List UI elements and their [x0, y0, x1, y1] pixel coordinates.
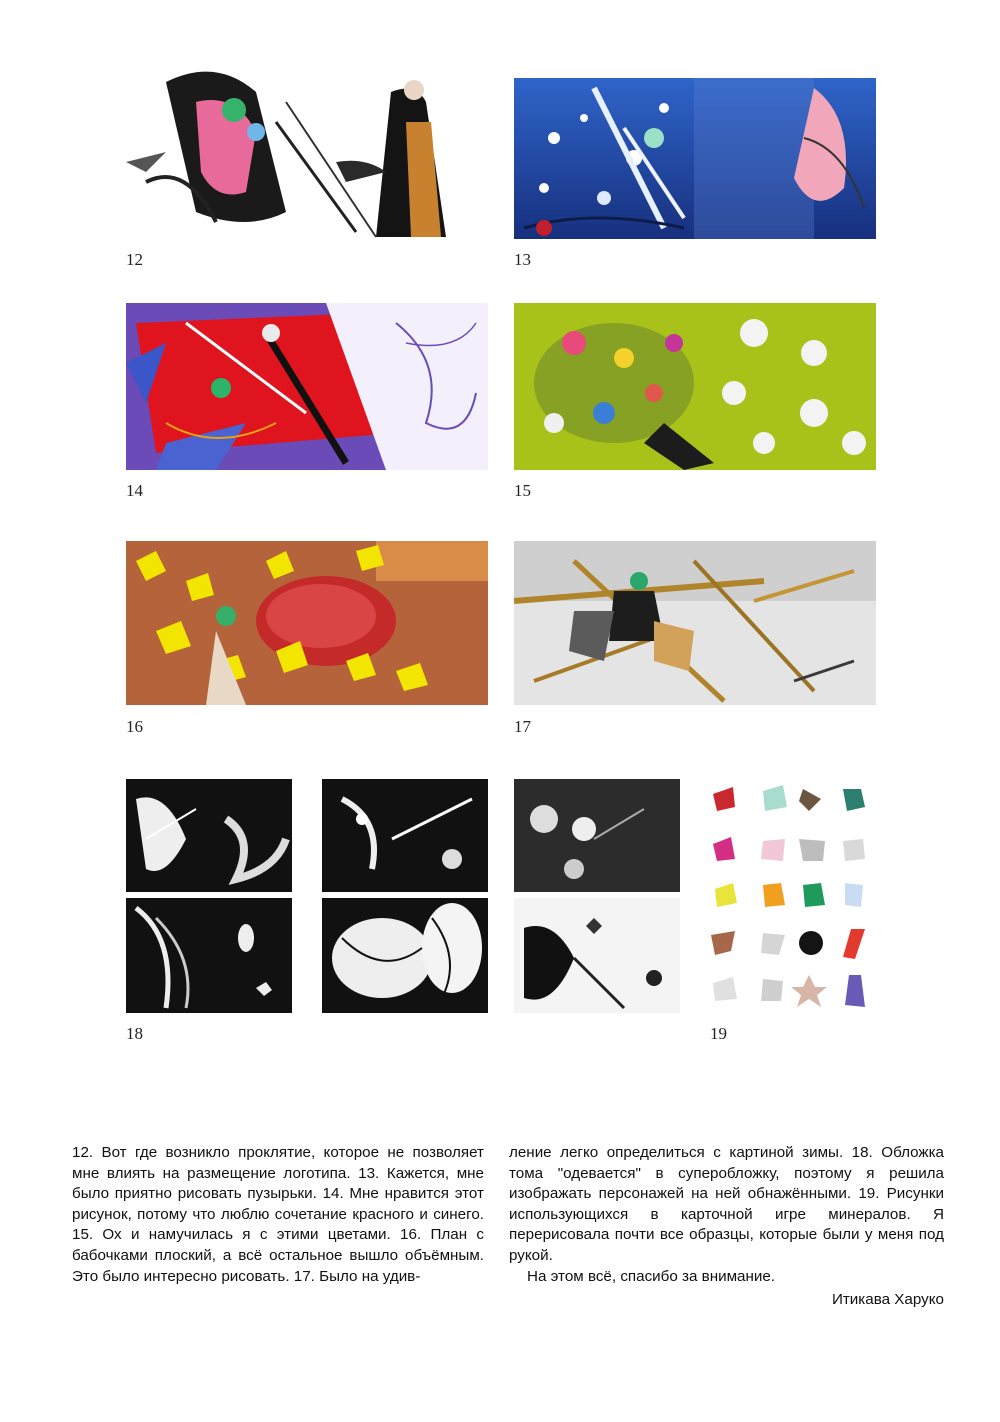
- figure-15-image: [514, 303, 876, 470]
- figure-12-image: [126, 62, 488, 240]
- figure-18-panel-2: [322, 779, 488, 892]
- figure-18-label: 18: [126, 1024, 143, 1043]
- figure-13-label: 13: [514, 250, 531, 269]
- figure-17-label: 17: [514, 717, 531, 736]
- figure-19-image: [705, 779, 880, 1014]
- caption-column-2: [509, 1143, 944, 1311]
- figure-13-image: [514, 78, 876, 239]
- figure-15-label: 15: [514, 481, 531, 500]
- figure-14-image: [126, 303, 488, 470]
- caption-text-2: ление легко определиться с картиной зимы. 18. Обложка тома "одевается" в суперобложку, поэтому я решила изображать персонажей на ней обнажёнными. 19. Рисунки использующихся в карточной игре минералов. Я перерисовала почти все образцы, которые были у меня под рукой.: [509, 1144, 944, 1264]
- caption-text-1: 12. Вот где возникло проклятие, которое не позволяет мне влиять на размещение логотипа. 13. Кажется, мне было приятно рисовать пузырьки. 14. Мне нравится этот рисунок, потому что люблю сочетание красного и синего. 15. Ох и намучилась я с этими цветами. 16. План с бабочками плоский, а всё остальное вышло объёмным. Это было интересно рисовать. 17. Было на удив-: [72, 1144, 484, 1285]
- figure-14-label: 14: [126, 481, 143, 500]
- closing-line: На этом всё, спасибо за внимание.: [527, 1267, 776, 1285]
- figure-19-label: 19: [710, 1024, 727, 1043]
- author-signature: Итикава Харуко: [831, 1291, 944, 1309]
- figure-16-label: 16: [126, 717, 143, 736]
- caption-column-1: [72, 1143, 484, 1287]
- figure-16-image: [126, 541, 488, 705]
- figure-18-panel-1: [126, 779, 292, 892]
- figure-18-panel-5: [514, 779, 680, 892]
- figure-12-label: 12: [126, 250, 143, 269]
- figure-18-panel-3: [126, 898, 292, 1013]
- figure-18-panel-4: [322, 898, 488, 1013]
- figure-18-panel-6: [514, 898, 680, 1013]
- figure-17-image: [514, 541, 876, 705]
